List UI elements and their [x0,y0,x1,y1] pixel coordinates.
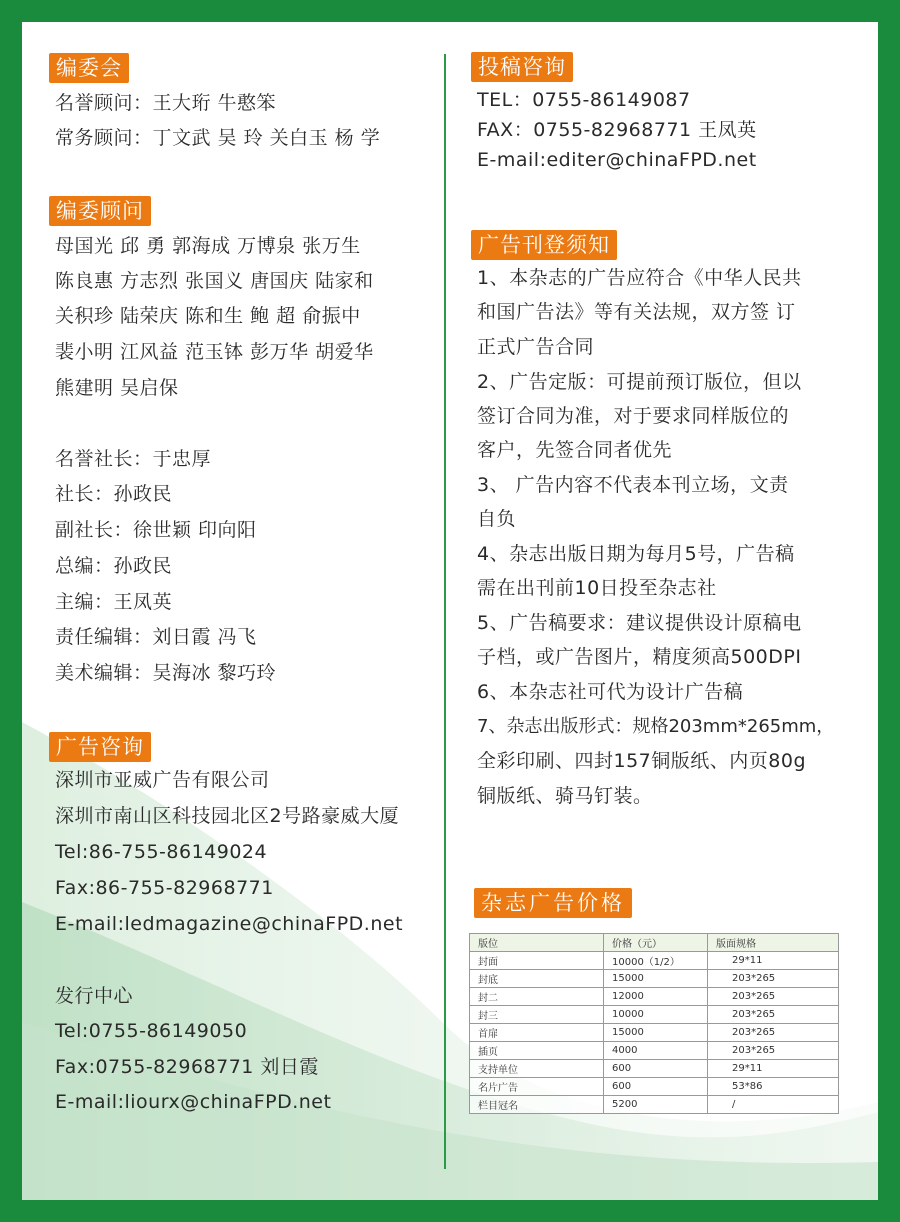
table-cell: / [708,1096,839,1114]
ad-notice-line: 全彩印刷、四封157铜版纸、内页80g [477,750,807,772]
ad-notice-tag: 广告刊登须知 [471,230,617,260]
table-cell: 29*11 [708,1060,839,1078]
ad-inquiry-line: 深圳市亚威广告有限公司 [55,769,270,791]
price-table [469,933,839,1114]
submission-tag: 投稿咨询 [471,52,573,82]
table-cell: 封三 [470,1006,604,1024]
table-row [470,1042,839,1060]
distribution-line: Fax:0755-82968771 刘日霞 [55,1056,319,1078]
table-cell: 203*265 [708,970,839,988]
ad-notice-line: 签订合同为准，对于要求同样版位的 [477,405,790,427]
staff-line: 责任编辑：刘日霞 冯飞 [55,626,257,648]
distribution-email: E-mail:liourx@chinaFPD.net [55,1091,332,1113]
table-cell: 名片广告 [470,1078,604,1096]
advisor-line: 关积珍 陆荣庆 陈和生 鲍 超 俞振中 [55,305,361,327]
table-row [470,988,839,1006]
table-cell: 4000 [604,1042,708,1060]
submission-line: TEL：0755-86149087 [477,89,691,111]
price-tag: 杂志广告价格 [474,888,632,918]
ad-notice-line: 铜版纸、骑马钉装。 [477,785,653,807]
table-cell: 首扉 [470,1024,604,1042]
column-header: 版面规格 [708,934,839,952]
column-divider [444,54,446,1169]
table-row [470,952,839,970]
table-row [470,970,839,988]
staff-line: 美术编辑：吴海冰 黎巧玲 [55,662,277,684]
ad-inquiry-line: Tel:86-755-86149024 [55,841,268,863]
table-cell: 封面 [470,952,604,970]
ad-notice-line: 客户，先签合同者优先 [477,439,673,461]
table-cell: 29*11 [708,952,839,970]
submission-line: FAX：0755-82968771 王凤英 [477,119,757,141]
ad-notice-line: 2、广告定版：可提前预订版位，但以 [477,371,802,393]
table-cell: 封底 [470,970,604,988]
table-row [470,1006,839,1024]
editorial-line: 常务顾问：丁文武 吴 玲 关白玉 杨 学 [55,127,381,149]
ad-notice-line: 子档，或广告图片，精度须高500DPI [477,646,802,668]
submission-email: E-mail:editer@chinaFPD.net [477,149,757,171]
ad-inquiry-email: E-mail:ledmagazine@chinaFPD.net [55,913,404,935]
table-cell: 10000（1/2） [604,952,708,970]
table-cell: 12000 [604,988,708,1006]
staff-line: 总编：孙政民 [55,555,173,577]
table-cell: 10000 [604,1006,708,1024]
table-cell: 插页 [470,1042,604,1060]
table-cell: 600 [604,1060,708,1078]
table-cell: 栏目冠名 [470,1096,604,1114]
table-cell: 600 [604,1078,708,1096]
table-cell: 203*265 [708,988,839,1006]
ad-inquiry-line: Fax:86-755-82968771 [55,877,274,899]
ad-notice-line: 3、 广告内容不代表本刊立场，文责 [477,474,789,496]
ad-notice-line: 4、杂志出版日期为每月5号，广告稿 [477,543,795,565]
column-header: 版位 [470,934,604,952]
content-panel [22,22,878,1200]
table-cell: 15000 [604,1024,708,1042]
ad-notice-line: 6、本杂志社可代为设计广告稿 [477,681,744,703]
advisor-line: 裴小明 江风益 范玉钵 彭万华 胡爱华 [55,341,374,363]
advisor-line: 母国光 邱 勇 郭海成 万博泉 张万生 [55,235,361,257]
table-cell: 203*265 [708,1006,839,1024]
editorial-board-tag: 编委会 [49,53,129,83]
staff-line: 社长：孙政民 [55,483,173,505]
ad-notice-line: 1、本杂志的广告应符合《中华人民共 [477,267,802,289]
ad-notice-line: 需在出刊前10日投至杂志社 [477,577,717,599]
ad-notice-line: 和国广告法》等有关法规，双方签 订 [477,301,796,323]
distribution-line: Tel:0755-86149050 [55,1020,248,1042]
table-cell: 5200 [604,1096,708,1114]
ad-notice-line: 正式广告合同 [477,336,595,358]
table-row [470,1060,839,1078]
staff-line: 名誉社长：于忠厚 [55,448,212,470]
editorial-line: 名誉顾问：王大珩 牛憨笨 [55,92,277,114]
table-cell: 支持单位 [470,1060,604,1078]
table-cell: 203*265 [708,1042,839,1060]
staff-line: 主编：王凤英 [55,591,173,613]
table-cell: 封二 [470,988,604,1006]
table-row [470,1024,839,1042]
ad-inquiry-line: 深圳市南山区科技园北区2号路豪威大厦 [55,805,400,827]
table-cell: 203*265 [708,1024,839,1042]
price-table-header [470,934,839,952]
ad-notice-line: 5、广告稿要求：建议提供设计原稿电 [477,612,802,634]
table-row [470,1078,839,1096]
table-cell: 53*86 [708,1078,839,1096]
staff-line: 副社长：徐世颖 印向阳 [55,519,257,541]
table-row [470,1096,839,1114]
advisor-line: 熊建明 吴启保 [55,377,179,399]
ad-notice-line: 7、杂志出版形式：规格203mm*265mm， [477,716,835,737]
ad-notice-line: 自负 [477,508,517,530]
distribution-line: 发行中心 [55,985,134,1007]
advisors-tag: 编委顾问 [49,196,151,226]
advisor-line: 陈良惠 方志烈 张国义 唐国庆 陆家和 [55,270,374,292]
column-header: 价格（元） [604,934,708,952]
table-cell: 15000 [604,970,708,988]
ad-inquiry-tag: 广告咨询 [49,732,151,762]
